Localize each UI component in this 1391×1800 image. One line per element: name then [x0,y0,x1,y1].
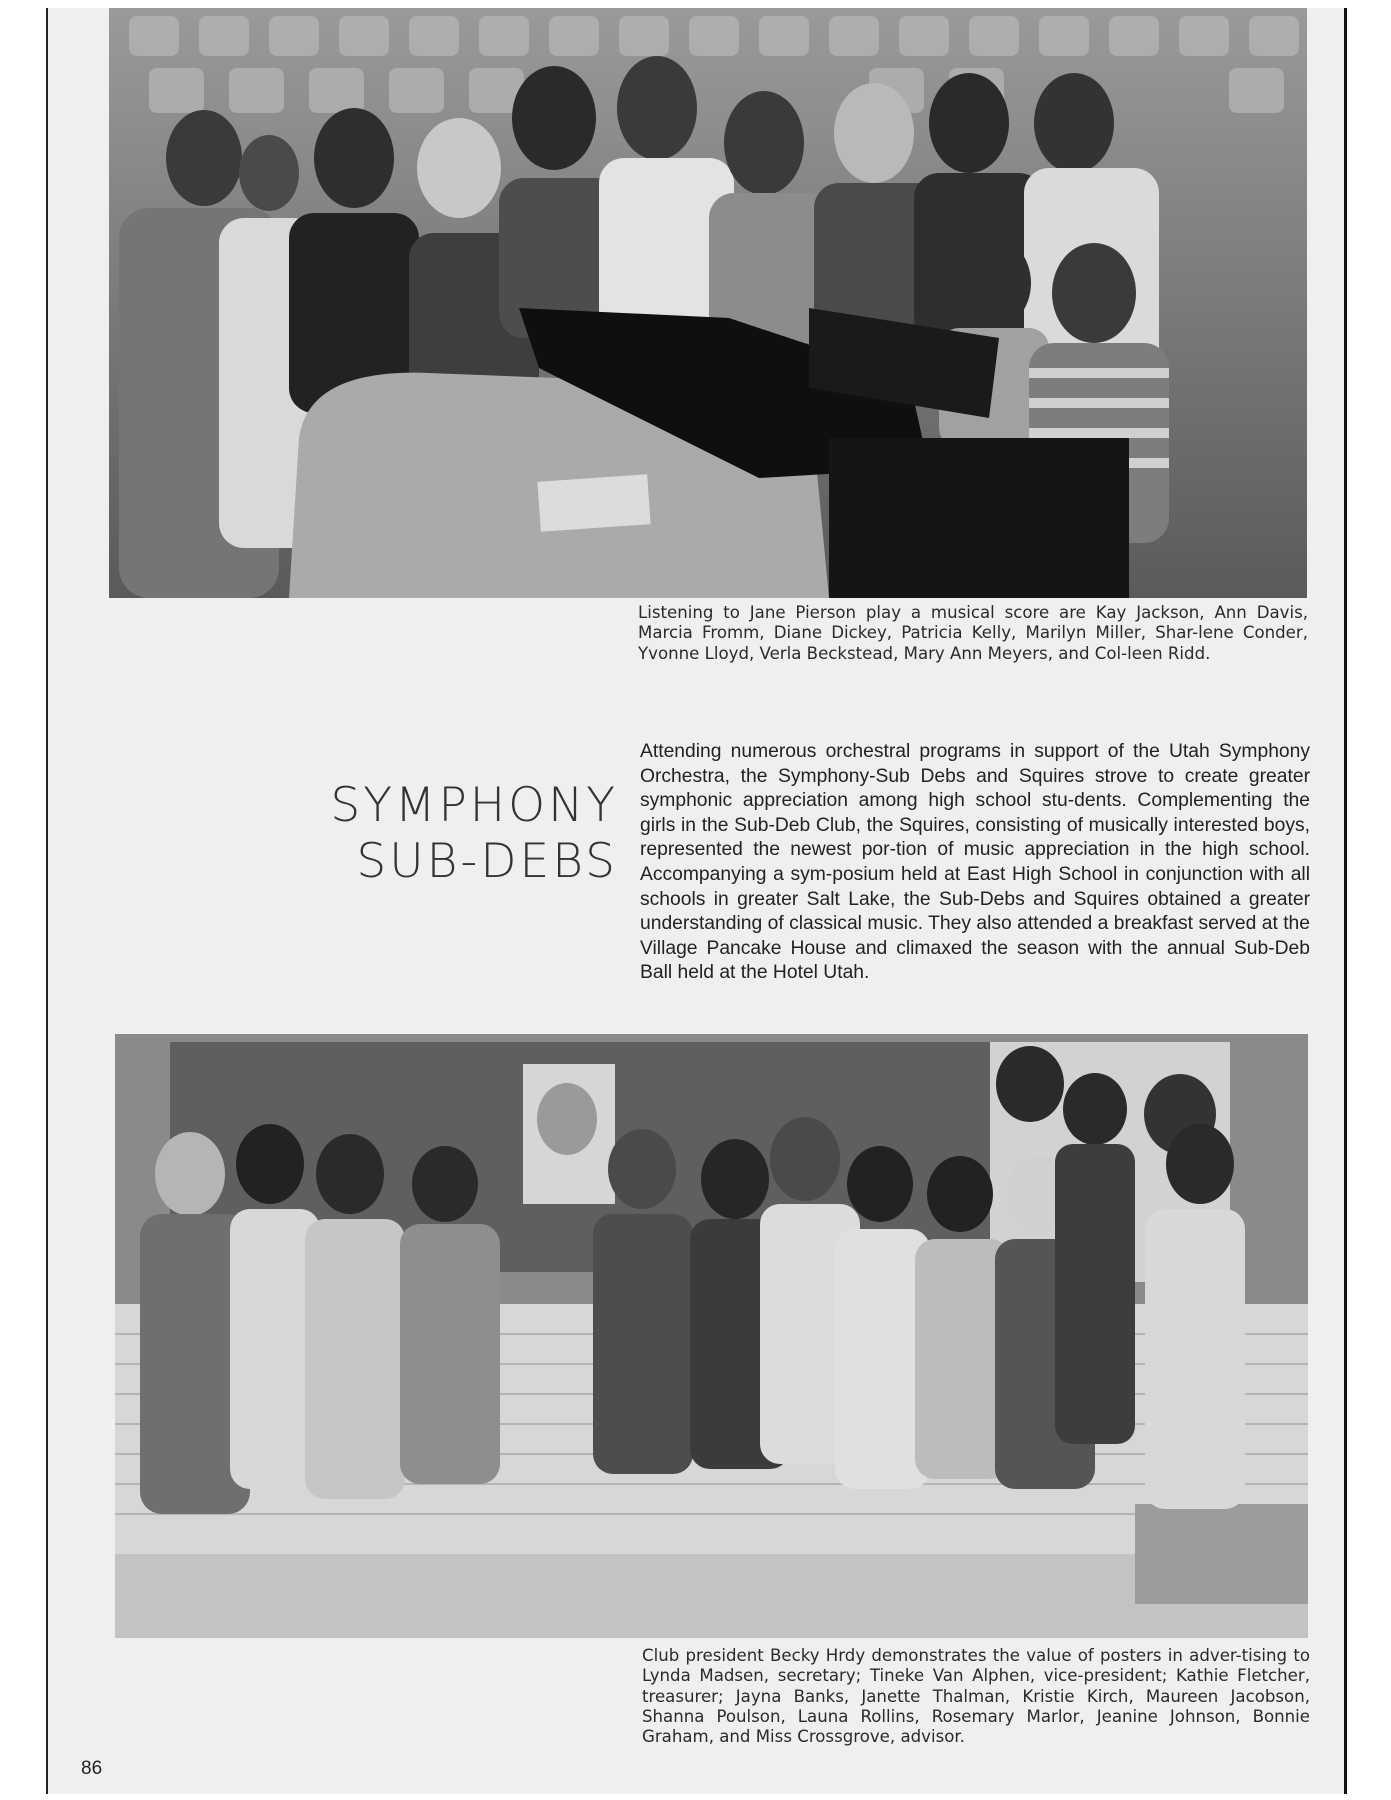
piano-group-photo [109,8,1307,598]
page-number: 86 [81,1758,103,1779]
page-title [108,778,618,890]
bottom-photo-caption: Club president Becky Hrdy demonstrates the value of posters in adver-tising to Lynda Madsen, secretary; Tineke Van Alphen, vice-president; Kathie Fletcher, treasurer; Jayna Banks, Janette Thalman, Kristie Kirch, Maureen Jacobson, Shanna Poulson, Launa Rollins, Rosemary Marlor, Jeanine Johnson, Bonnie Graham, and Miss Crossgrove, advisor. [642,1646,1310,1747]
article-body: Attending numerous orchestral programs in support of the Utah Symphony Orchestra, the Symphony-Sub Debs and Squires strove to create greater symphonic appreciation among high school stu-dents. Complementing the girls in the Sub-Deb Club, the Squires, consisting of musically interested boys, represented the newest por-tion of music appreciation in the high school. Accompanying a sym-posium held at East High School in conjunction with all schools in greater Salt Lake, the Sub-Debs and Squires obtained a greater understanding of classical music. They also attended a breakfast served at the Village Pancake House and climaxed the season with the annual Sub-Deb Ball held at the Hotel Utah. [640,741,1310,984]
yearbook-page [46,8,1347,1794]
title-line-2: SUB-DEBS [356,834,618,889]
top-photo-caption: Listening to Jane Pierson play a musical score are Kay Jackson, Ann Davis, Marcia Fromm, Diane Dickey, Patricia Kelly, Marilyn Miller, Shar-lene Conder, Yvonne Lloyd, Verla Beckstead, Mary Ann Meyers, and Col-leen Ridd. [638,603,1308,663]
poster-group-photo [115,1034,1308,1638]
title-line-1: SYMPHONY [330,778,618,833]
